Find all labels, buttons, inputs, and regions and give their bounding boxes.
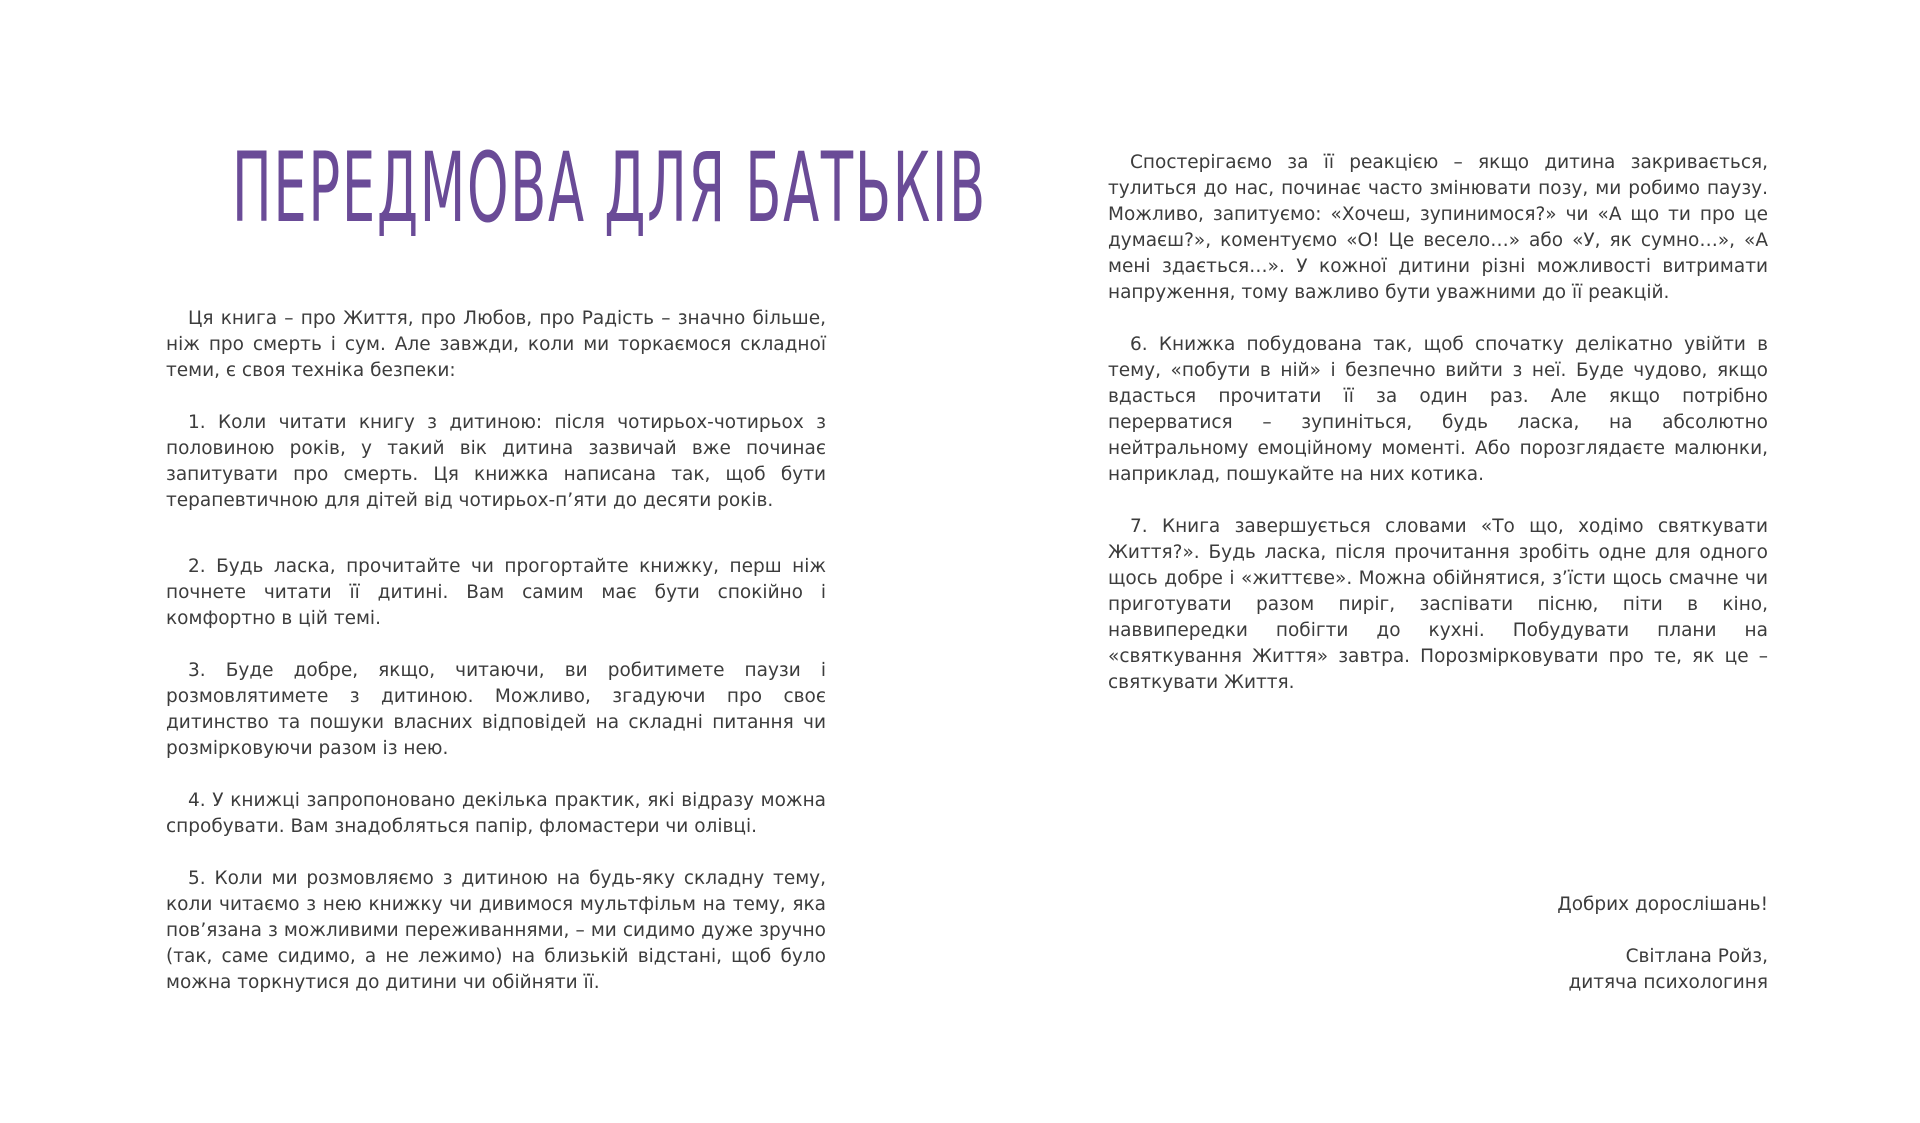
rule-6-paragraph: 6. Книжка побудована так, щоб спочатку делікатно увійти в тему, «побути в ній» і безпечно вийти з неї. Буде чудово, якщо вдасться прочитати її за один раз. Але якщо потрібно перерватися – зупиніться, будь ласка, на абсолютно нейтральному емоційному моменті. Або порозглядаєте малюнки, наприклад, пошукайте на них котика.: [1108, 334, 1768, 485]
rule-3-paragraph: 3. Буде добре, якщо, читаючи, ви робитимете паузи і розмовлятимете з дитиною. Можливо, згадуючи про своє дитинство та пошуки власних відповідей на складні питання чи розмірковуючи разом із нею.: [166, 660, 826, 759]
left-page: [166, 0, 987, 1123]
right-page: [1108, 0, 1768, 1123]
rule-4-paragraph: 4. У книжці запропоновано декілька практик, які відразу можна спробувати. Вам знадобляться папір, фломастери чи олівці.: [166, 790, 826, 837]
rule-2-paragraph: 2. Будь ласка, прочитайте чи прогортайте книжку, перш ніж почнете читати її дитині. Вам самим має бути спокійно і комфортно в цій темі.: [166, 556, 826, 629]
rule-1-paragraph: 1. Коли читати книгу з дитиною: після чотирьох-чотирьох з половиною років, у такий вік дитина зазвичай вже починає запитувати про смерть. Ця книжка написана так, щоб бути терапевтичною для дітей від чотирьох-п’яти до десяти років.: [166, 412, 826, 511]
rule-5-paragraph: 5. Коли ми розмовляємо з дитиною на будь-яку складну тему, коли читаємо з нею книжку чи дивимося мультфільм на тему, яка пов’язана з можливими переживаннями, – ми сидимо дуже зручно (так, саме сидимо, а не лежимо) на близькій відстані, щоб було можна торкнутися до дитини чи обійняти її.: [166, 868, 826, 993]
author-signature: [1368, 944, 1768, 996]
intro-paragraph: Ця книга – про Життя, про Любов, про Радість – значно більше, ніж про смерть і сум. Але завжди, коли ми торкаємося складної теми, є своя техніка безпеки:: [166, 308, 826, 381]
right-page-text: [1108, 150, 1768, 696]
page-title: ПЕРЕДМОВА ДЛЯ БАТЬКІВ: [232, 132, 987, 244]
reaction-paragraph: Спостерігаємо за її реакцією – якщо дитина закривається, тулиться до нас, починає часто змінювати позу, ми робимо паузу. Можливо, запитуємо: «Хочеш, зупинимося?» чи «А що ти про це думаєш?», коментуємо «О! Це весело…» або «У, як сумно…», «А мені здається…». У кожної дитини різні можливості витримати напруження, тому важливо бути уважними до її реакцій.: [1108, 152, 1768, 303]
closing-greeting: [1368, 892, 1768, 918]
author-name: Світлана Ройз,: [1625, 946, 1768, 967]
rule-7-paragraph: 7. Книга завершується словами «То що, ходімо святкувати Життя?». Будь ласка, після прочитання зробіть одне для одного щось добре і «життєве». Можна обійнятися, з’їсти щось смачне чи приготувати разом пиріг, заспівати пісню, піти в кіно, наввипередки побігти до кухні. Побудувати плани на «святкування Життя» завтра. Порозмірковувати про те, як це – святкувати Життя.: [1108, 516, 1768, 693]
greeting-text: Добрих дорослішань!: [1557, 894, 1768, 915]
author-role: дитяча психологиня: [1568, 972, 1768, 993]
left-page-text: [166, 306, 826, 996]
